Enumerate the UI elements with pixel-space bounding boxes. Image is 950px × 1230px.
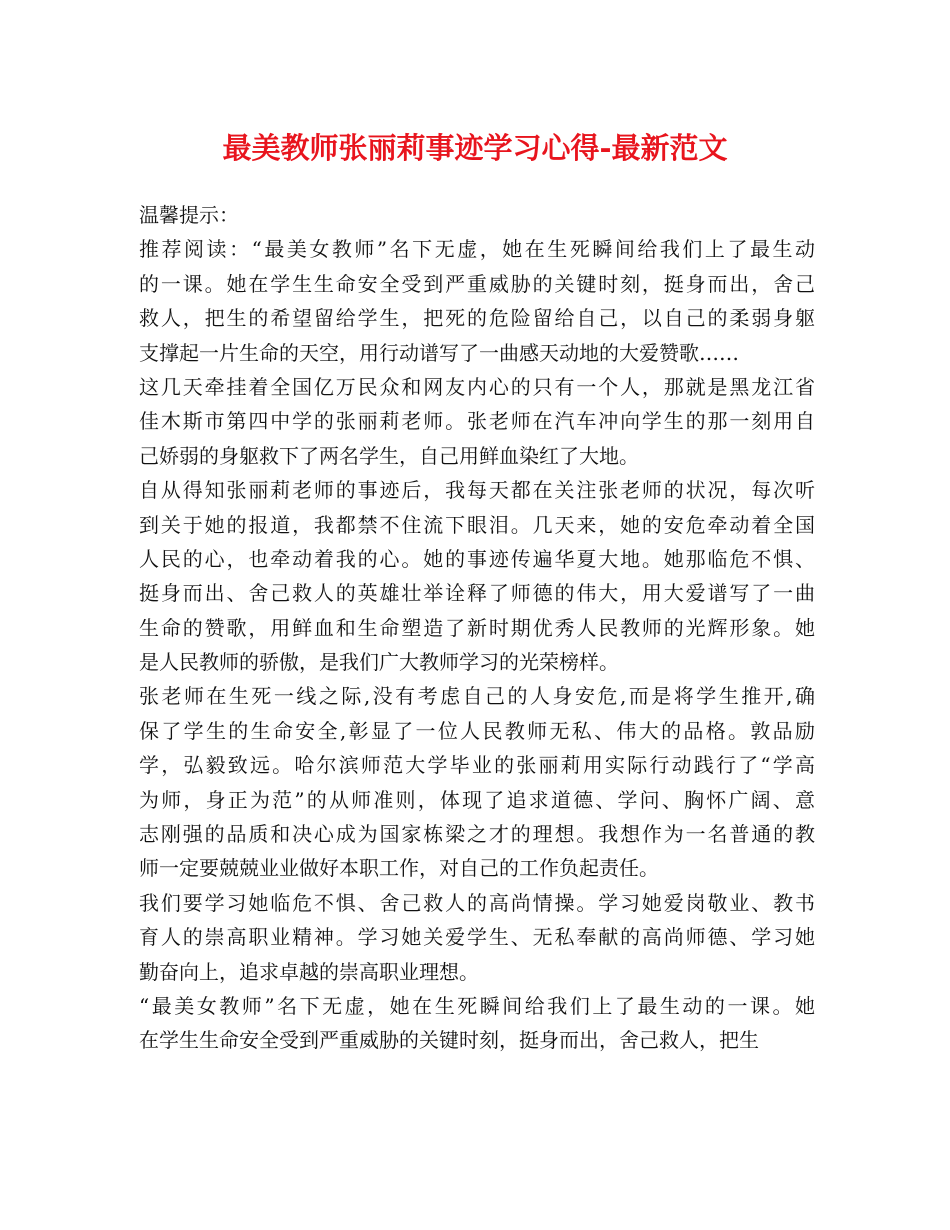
text-line: 志刚强的品质和决心成为国家栋梁之才的理想。我想作为一名普通的教 — [139, 822, 815, 847]
text-line: 人民的心，也牵动着我的心。她的事迹传遍华夏大地。她那临危不惧、 — [139, 546, 815, 571]
text-line: 师一定要兢兢业业做好本职工作，对自己的工作负起责任。 — [139, 856, 659, 881]
text-line: 我们要学习她临危不惧、舍己救人的高尚情操。学习她爱岗敬业、教书 — [139, 890, 815, 915]
text-line: 是人民教师的骄傲，是我们广大教师学习的光荣榜样。 — [139, 650, 619, 675]
text-line: 勤奋向上，追求卓越的崇高职业理想。 — [139, 959, 479, 984]
text-line: 学，弘毅致远。哈尔滨师范大学毕业的张丽莉用实际行动践行了“学高 — [139, 753, 815, 778]
text-line: 挺身而出、舍己救人的英雄壮举诠释了师德的伟大，用大爱谱写了一曲 — [139, 581, 815, 606]
text-line: 温馨提示： — [139, 203, 239, 227]
text-line: 在学生生命安全受到严重威胁的关键时刻，挺身而出，舍己救人，把生 — [139, 1028, 759, 1053]
text-line: 救人，把生的希望留给学生，把死的危险留给自己，以自己的柔弱身躯 — [139, 306, 815, 331]
text-line: 育人的崇高职业精神。学习她关爱学生、无私奉献的高尚师德、学习她 — [139, 925, 815, 950]
text-line: 保了学生的生命安全,彰显了一位人民教师无私、伟大的品格。敦品励 — [139, 718, 815, 743]
text-line: 生命的赞歌，用鲜血和生命塑造了新时期优秀人民教师的光辉形象。她 — [139, 615, 815, 640]
document-title: 最美教师张丽莉事迹学习心得-最新范文 — [222, 131, 728, 165]
text-line: 支撑起一片生命的天空，用行动谱写了一曲感天动地的大爱赞歌…… — [139, 340, 739, 365]
text-line: “最美女教师”名下无虚，她在生死瞬间给我们上了最生动的一课。她 — [139, 993, 815, 1018]
text-line: 到关于她的报道，我都禁不住流下眼泪。几天来，她的安危牵动着全国 — [139, 512, 815, 537]
text-line: 自从得知张丽莉老师的事迹后，我每天都在关注张老师的状况，每次听 — [139, 478, 815, 503]
text-line: 己娇弱的身躯救下了两名学生，自己用鲜血染红了大地。 — [139, 443, 639, 468]
document-body — [139, 198, 815, 1058]
text-line: 佳木斯市第四中学的张丽莉老师。张老师在汽车冲向学生的那一刻用自 — [139, 409, 815, 434]
text-line: 的一课。她在学生生命安全受到严重威胁的关键时刻，挺身而出，舍己 — [139, 271, 815, 296]
text-line: 推荐阅读：“最美女教师”名下无虚，她在生死瞬间给我们上了最生动 — [139, 237, 815, 262]
text-line: 为师，身正为范”的从师准则，体现了追求道德、学问、胸怀广阔、意 — [139, 787, 815, 812]
text-line: 张老师在生死一线之际,没有考虑自己的人身安危,而是将学生推开,确 — [139, 684, 815, 709]
text-line: 这几天牵挂着全国亿万民众和网友内心的只有一个人，那就是黑龙江省 — [139, 374, 815, 399]
